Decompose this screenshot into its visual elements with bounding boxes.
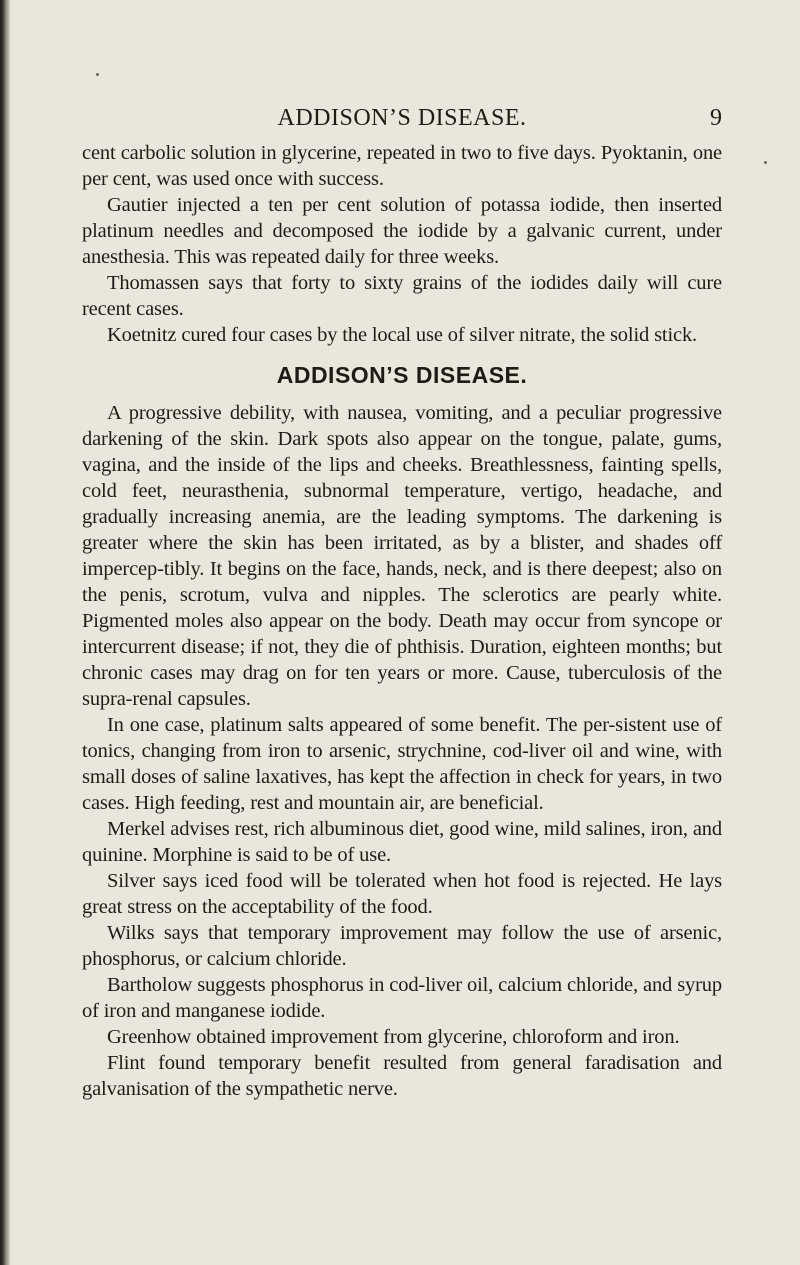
stray-ink-mark (96, 73, 99, 76)
section-heading: ADDISON’S DISEASE. (276, 362, 528, 388)
body-text (82, 140, 722, 1102)
paragraph: Silver says iced food will be tolerated when hot food is rejected. He lays great stress on the acceptability of the food. (82, 870, 722, 918)
paragraph: Gautier injected a ten per cent solution of potassa iodide, then inserted platinum needles and decomposed the iodide by a galvanic current, under anesthesia. This was repeated daily for three weeks. (82, 194, 722, 268)
paragraph: cent carbolic solution in glycerine, repeated in two to five days. Pyoktanin, one per cent, was used once with success. (82, 142, 722, 190)
paragraph: A progressive debility, with nausea, vomiting, and a peculiar progressive darkening of the skin. Dark spots also appear on the tongue, palate, gums, vagina, and the inside of the lips and cheeks. Breathlessness, fainting spells, cold feet, neurasthenia, subnormal temperature, vertigo, headache, and gradually increasing anemia, are the leading symptoms. The darkening is greater where the skin has been irritated, as by a blister, and shades off impercep-tibly. It begins on the face, hands, neck, and is there deepest; also on the penis, scrotum, vulva and nipples. The sclerotics are pearly white. Pigmented moles also appear on the body. Death may occur from syncope or intercurrent disease; if not, they die of phthisis. Duration, eighteen months; but chronic cases may drag on for ten years or more. Cause, tuberculosis of the supra-renal capsules. (82, 402, 722, 710)
paragraph: Greenhow obtained improvement from glycerine, chloroform and iron. (107, 1026, 680, 1048)
running-head (82, 100, 722, 136)
page-binding-edge (0, 0, 10, 1265)
paragraph: Wilks says that temporary improvement may follow the use of arsenic, phosphorus, or calcium chloride. (82, 922, 722, 970)
paragraph: Merkel advises rest, rich albuminous diet, good wine, mild salines, iron, and quinine. Morphine is said to be of use. (82, 818, 722, 866)
paragraph: In one case, platinum salts appeared of some benefit. The per-sistent use of tonics, changing from iron to arsenic, strychnine, cod-liver oil and wine, with small doses of saline laxatives, has kept the affection in check for years, in two cases. High feeding, rest and mountain air, are beneficial. (82, 714, 722, 814)
stray-ink-mark (764, 161, 767, 164)
paragraph: Thomassen says that forty to sixty grains of the iodides daily will cure recent cases. (82, 272, 722, 320)
page-number: 9 (710, 105, 722, 131)
paragraph: Koetnitz cured four cases by the local use of silver nitrate, the solid stick. (107, 324, 698, 346)
running-title: ADDISON’S DISEASE. (277, 105, 527, 131)
paragraph: Flint found temporary benefit resulted from general faradisation and galvanisation of the sympathetic nerve. (82, 1052, 722, 1100)
paragraph: Bartholow suggests phosphorus in cod-liver oil, calcium chloride, and syrup of iron and manganese iodide. (82, 974, 722, 1022)
